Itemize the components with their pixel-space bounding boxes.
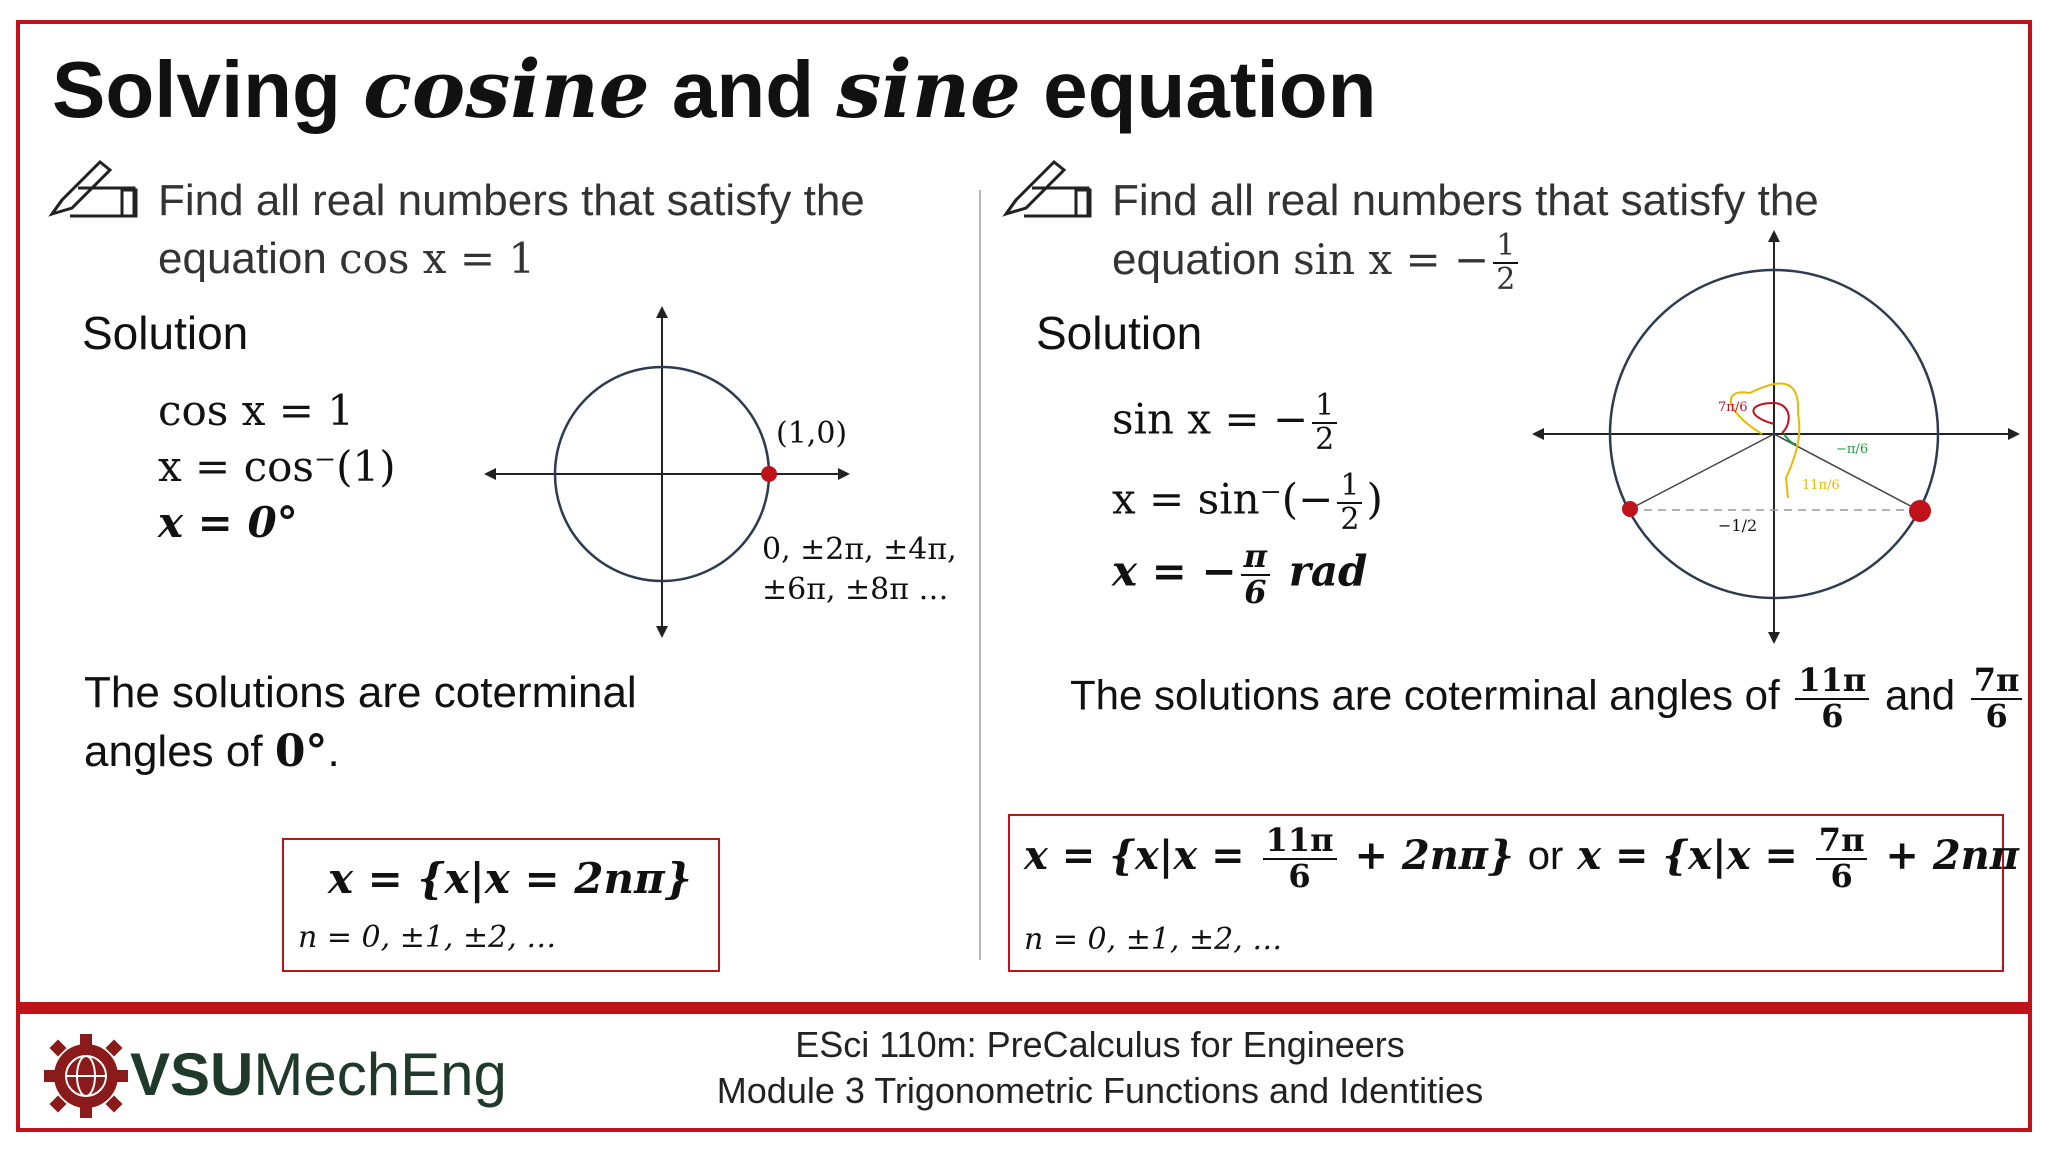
right-step-1: sin x = − $\frac{1}{2}$ xyxy=(1112,390,1341,455)
right-prompt-line2: equation sin x = − $\frac{1}{2}$ xyxy=(1112,230,1522,295)
label-11pi6: 11π/6 xyxy=(1802,478,1840,493)
green-arc xyxy=(1784,434,1796,444)
footer-divider xyxy=(16,1002,2032,1014)
right-answer: x = {x|x = $\frac{11\pi}{6}$ + 2nπ} or x = {x|x = $\frac{7\pi}{6}$ + 2nπ xyxy=(1024,821,2020,895)
point-11pi6 xyxy=(1909,500,1931,522)
pencil-hand-icon-right xyxy=(1002,158,1094,224)
point-7pi6 xyxy=(1622,501,1638,517)
pencil-hand-icon xyxy=(48,158,140,224)
right-answer-box xyxy=(1008,814,2020,972)
course-line-2: Module 3 Trigonometric Functions and Identities xyxy=(716,1070,1484,1111)
left-prompt-line2: equation cos x = 1 xyxy=(158,234,536,283)
y-axis-arrow-down xyxy=(656,626,668,638)
panel-divider xyxy=(979,190,981,960)
right-solution-heading: Solution xyxy=(1036,307,1203,359)
left-prompt-line1: Find all real numbers that satisfy the xyxy=(158,176,865,225)
right-prompt-line1: Find all real numbers that satisfy the xyxy=(1112,176,1819,225)
label-7pi6: 7π/6 xyxy=(1718,400,1748,415)
vsu-mecheng-logo: VSUMechEng xyxy=(130,1041,507,1108)
x-axis-arrow-left xyxy=(484,468,496,480)
gear-globe-logo-icon xyxy=(38,1028,134,1124)
left-conclusion-line2: angles of 0°. xyxy=(84,726,340,777)
left-answer-n: n = 0, ±1, ±2, … xyxy=(298,920,557,955)
slide-title: Solving cosine and sine equation xyxy=(52,42,1377,136)
point-label: (1,0) xyxy=(776,416,848,451)
right-answer-n: n = 0, ±1, ±2, … xyxy=(1024,922,1283,957)
left-solution-heading: Solution xyxy=(82,307,249,359)
right-conclusion: The solutions are coterminal angles of $\frac{11\pi}{6}$ and $\frac{7\pi}{6}$ xyxy=(1070,664,2026,733)
left-step-2: x = cos⁻(1) xyxy=(158,442,396,491)
angles-line-1: 0, ±2π, ±4π, xyxy=(762,532,957,567)
label-neg-half: −1/2 xyxy=(1718,516,1758,535)
ray-7pi6 xyxy=(1630,434,1774,509)
label-neg-pi6: −π/6 xyxy=(1836,442,1869,457)
red-arc xyxy=(1753,403,1788,433)
angles-line-2: ±6π, ±8π … xyxy=(762,572,949,607)
left-answer-box xyxy=(282,838,720,972)
right-step-2: x = sin⁻(− $\frac{1}{2}$ ) xyxy=(1112,468,1383,537)
right-step-3: x = − $\frac{\pi}{6}$ rad xyxy=(1112,537,1368,611)
left-step-3: x = 0° xyxy=(158,498,298,547)
course-line-1: ESci 110m: PreCalculus for Engineers xyxy=(795,1024,1405,1065)
point-1-0 xyxy=(761,466,777,482)
left-answer: x = {x|x = 2nπ} xyxy=(328,854,692,903)
y-axis-arrow-up xyxy=(656,306,668,318)
x-axis-arrow-right xyxy=(838,468,850,480)
left-step-1: cos x = 1 xyxy=(158,386,355,435)
right-unit-circle xyxy=(1530,228,2020,648)
left-conclusion-line1: The solutions are coterminal xyxy=(84,668,637,717)
